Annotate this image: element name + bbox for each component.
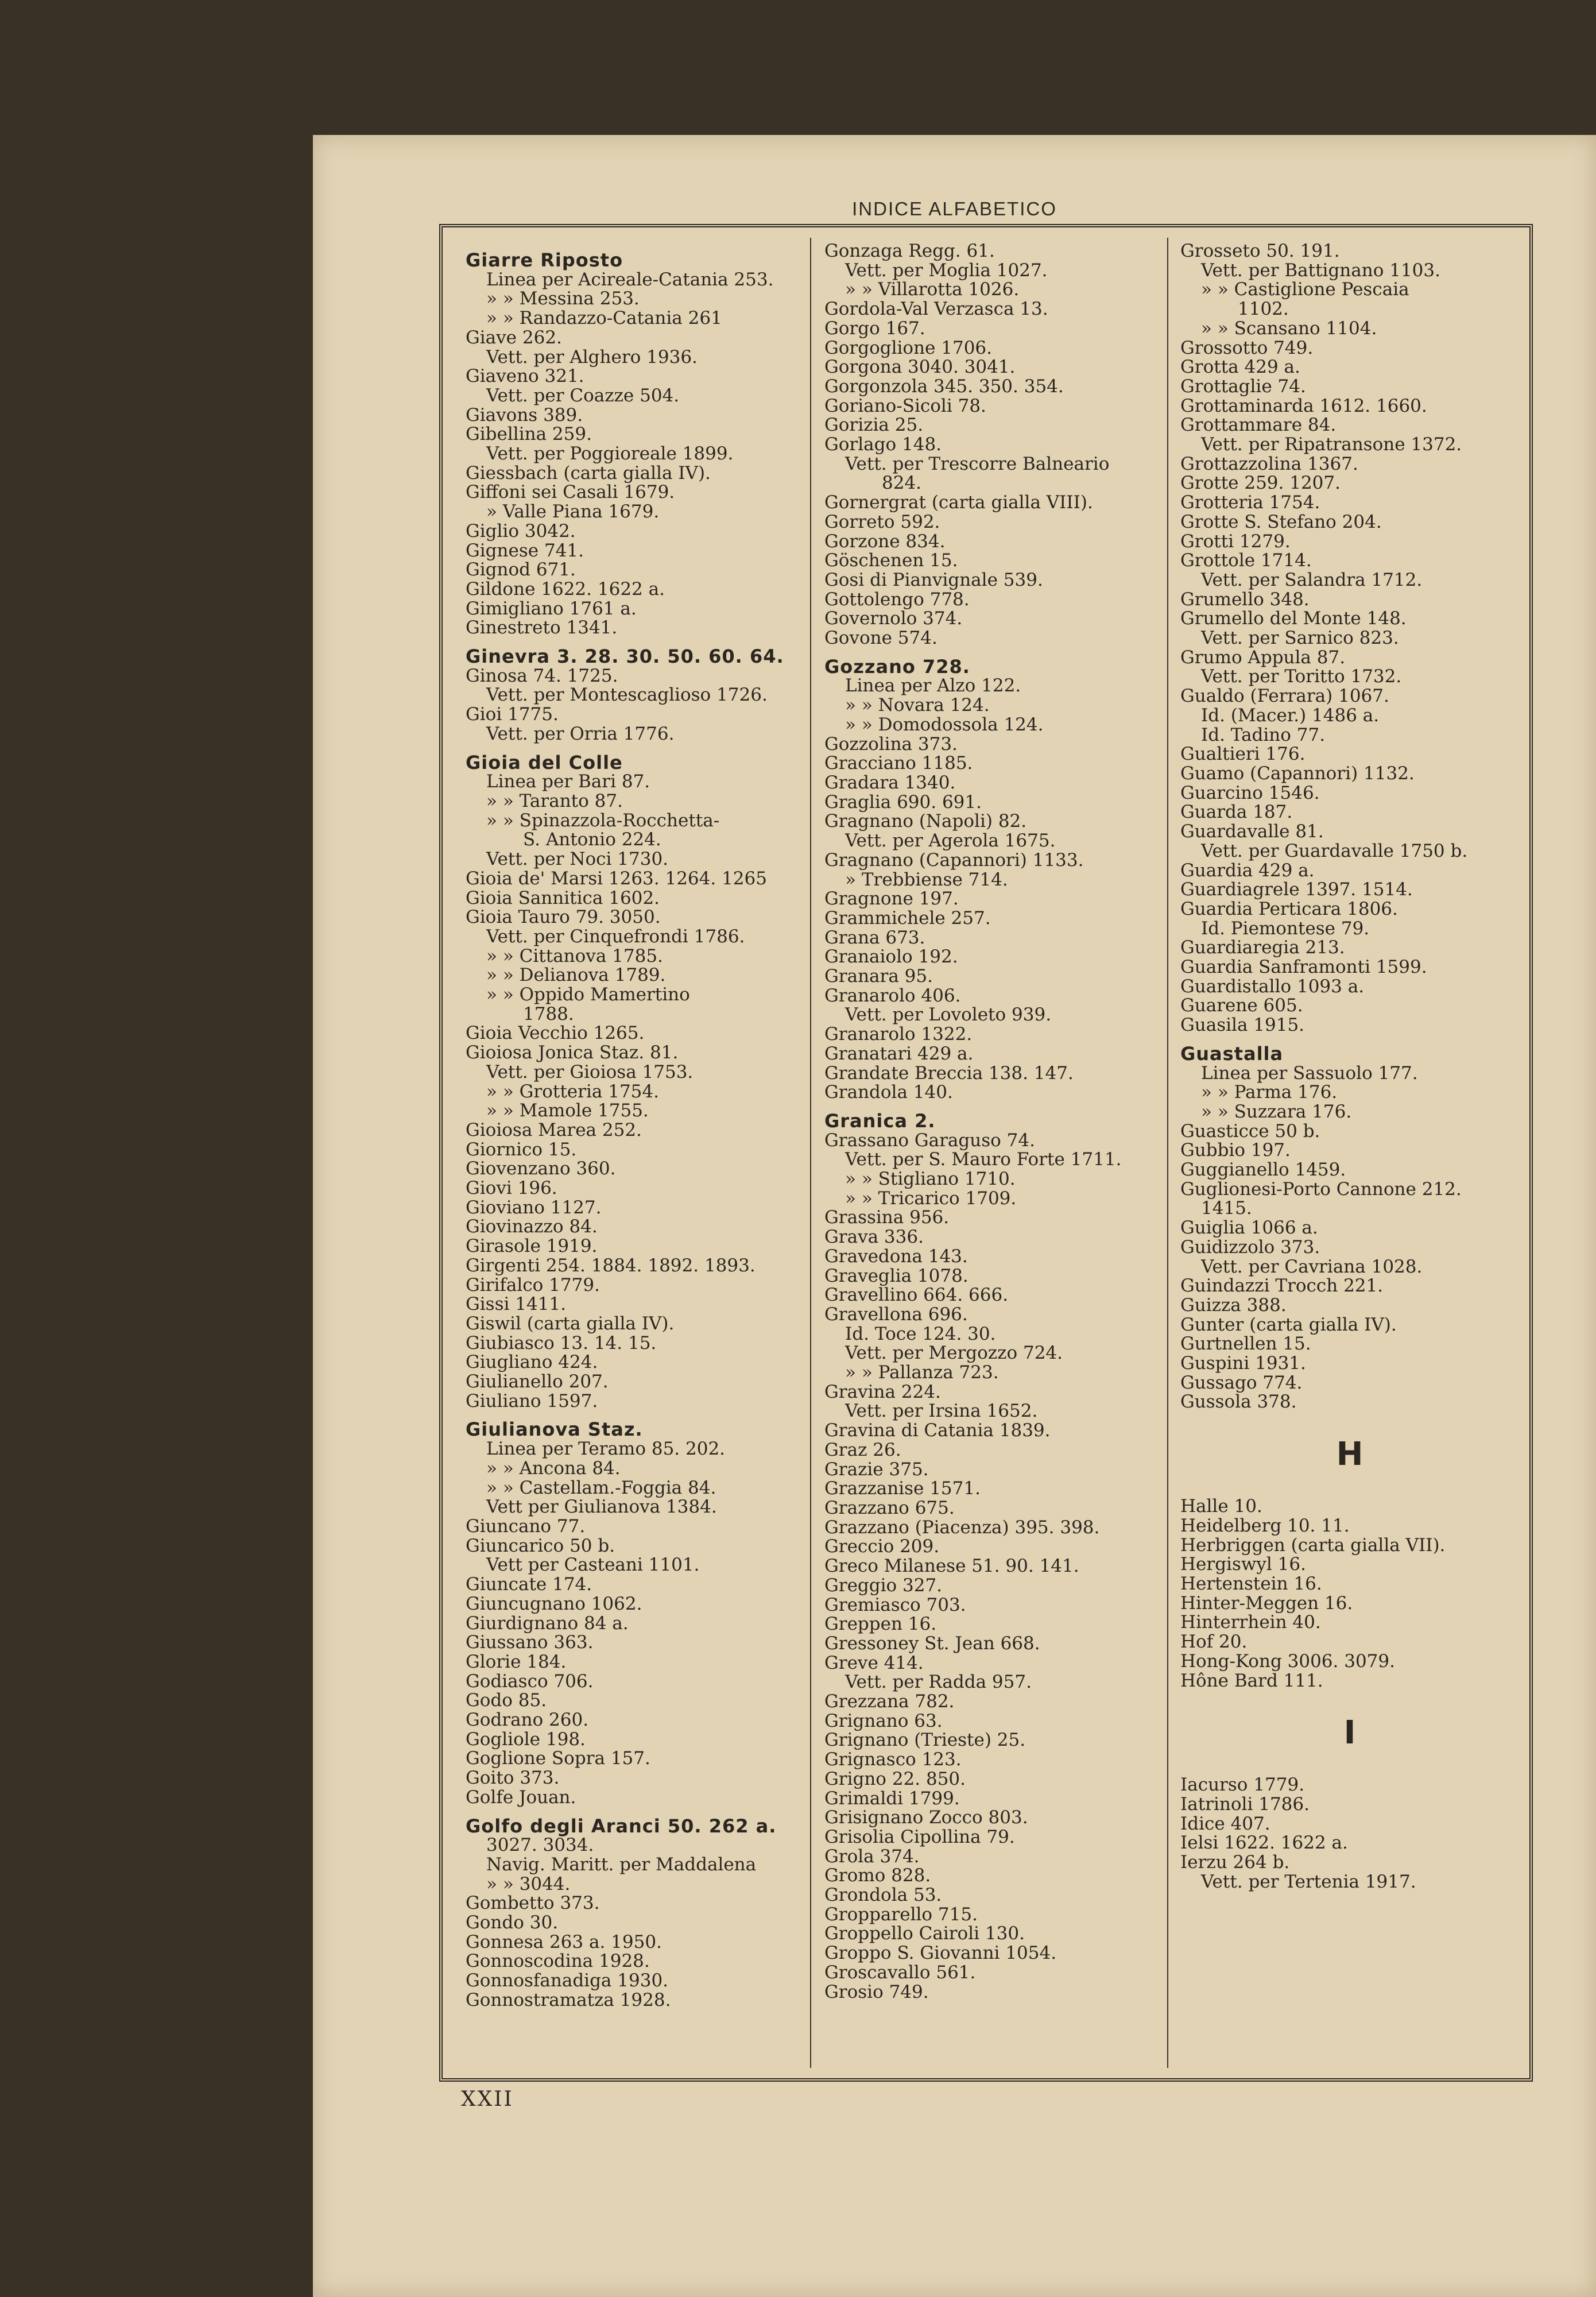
index-entry: Giglio 3042. bbox=[466, 520, 576, 542]
index-entry: Giurdignano 84 a. bbox=[466, 1612, 629, 1634]
index-entry: Linea per Sassuolo 177. bbox=[1201, 1062, 1418, 1084]
index-entry: Gignod 671. bbox=[466, 559, 576, 581]
index-entry: 1415. bbox=[1201, 1198, 1252, 1219]
index-entry: Govone 574. bbox=[824, 628, 938, 649]
index-entry: Gissi 1411. bbox=[466, 1294, 567, 1315]
index-entry: Greppen 16. bbox=[824, 1614, 937, 1635]
index-entry: Gressoney St. Jean 668. bbox=[824, 1633, 1040, 1654]
index-entry: Grezzana 782. bbox=[824, 1691, 955, 1712]
index-heading: Guastalla bbox=[1180, 1042, 1284, 1065]
index-entry: Id. Tadino 77. bbox=[1201, 724, 1326, 745]
index-entry: Linea per Acireale-Catania 253. bbox=[486, 269, 774, 290]
index-entry: Giavons 389. bbox=[466, 404, 583, 426]
index-entry: Vett. per Ripatransone 1372. bbox=[1201, 434, 1462, 455]
index-entry: Gondo 30. bbox=[466, 1912, 559, 1933]
index-entry: Ielsi 1622. 1622 a. bbox=[1180, 1832, 1348, 1854]
index-entry: Grigno 22. 850. bbox=[824, 1768, 966, 1789]
index-entry: Grazzano (Piacenza) 395. 398. bbox=[824, 1517, 1100, 1538]
index-entry: Gioia Sannitica 1602. bbox=[466, 887, 660, 908]
index-entry: Giovinazzo 84. bbox=[466, 1216, 598, 1238]
index-entry: Gignese 741. bbox=[466, 540, 584, 561]
column-divider bbox=[810, 238, 811, 2068]
index-entry: Groscavallo 561. bbox=[824, 1962, 976, 1983]
index-entry: » » Tricarico 1709. bbox=[845, 1188, 1017, 1209]
index-entry: Guasticce 50 b. bbox=[1180, 1120, 1320, 1142]
index-entry: Guarene 605. bbox=[1180, 995, 1303, 1016]
index-entry: Göschenen 15. bbox=[824, 550, 958, 571]
index-entry: Gioiosa Marea 252. bbox=[466, 1119, 642, 1140]
index-entry: Hinter-Meggen 16. bbox=[1180, 1592, 1353, 1614]
index-entry: Vett. per Alghero 1936. bbox=[486, 346, 698, 368]
index-entry: Vett. per Mergozzo 724. bbox=[845, 1343, 1063, 1364]
index-entry: » » Novara 124. bbox=[845, 695, 990, 716]
index-entry: Greggio 327. bbox=[824, 1575, 943, 1596]
index-entry: Vett. per Orria 1776. bbox=[486, 723, 675, 744]
index-entry: » » Villarotta 1026. bbox=[845, 279, 1020, 300]
index-entry: Gremiasco 703. bbox=[824, 1594, 966, 1615]
index-entry: Heidelberg 10. 11. bbox=[1180, 1515, 1350, 1536]
index-entry: Giovi 196. bbox=[466, 1178, 557, 1199]
index-entry: Godo 85. bbox=[466, 1690, 547, 1711]
index-entry: Vett. per Irsina 1652. bbox=[845, 1401, 1038, 1422]
index-entry: Vett. per Gioiosa 1753. bbox=[486, 1061, 694, 1082]
index-entry: Grassano Garaguso 74. bbox=[824, 1130, 1035, 1151]
index-entry: Gonnesa 263 a. 1950. bbox=[466, 1931, 662, 1952]
index-entry: Guiglia 1066 a. bbox=[1180, 1217, 1318, 1239]
index-entry: Girgenti 254. 1884. 1892. 1893. bbox=[466, 1255, 756, 1276]
index-entry: Guidizzolo 373. bbox=[1180, 1236, 1320, 1258]
index-entry: Id. Piemontese 79. bbox=[1201, 918, 1370, 939]
index-entry: Giubiasco 13. 14. 15. bbox=[466, 1332, 657, 1354]
index-entry: Gorzone 834. bbox=[824, 531, 946, 552]
index-entry: Gorgonzola 345. 350. 354. bbox=[824, 376, 1064, 397]
index-entry: Hong-Kong 3006. 3079. bbox=[1180, 1650, 1395, 1672]
index-entry: Giaveno 321. bbox=[466, 366, 584, 387]
index-entry: Giovenzano 360. bbox=[466, 1158, 616, 1180]
index-entry: Greco Milanese 51. 90. 141. bbox=[824, 1556, 1079, 1577]
index-entry: Gussola 378. bbox=[1180, 1391, 1297, 1413]
index-entry: Giessbach (carta gialla IV). bbox=[466, 462, 711, 484]
index-entry: Gonnoscodina 1928. bbox=[466, 1951, 650, 1972]
index-heading: Ginevra 3. 28. 30. 50. 60. 64. bbox=[466, 645, 784, 668]
index-entry: Vett. per Cinquefrondi 1786. bbox=[486, 926, 745, 947]
index-entry: Vett per Giulianova 1384. bbox=[486, 1496, 717, 1518]
index-entry: Grammichele 257. bbox=[824, 907, 991, 929]
index-entry: » » Grotteria 1754. bbox=[486, 1081, 659, 1102]
index-entry: Vett. per Tertenia 1917. bbox=[1201, 1871, 1416, 1892]
index-entry: Vett. per Guardavalle 1750 b. bbox=[1201, 840, 1468, 861]
index-entry: Guardiagrele 1397. 1514. bbox=[1180, 879, 1413, 900]
index-entry: Grazzano 675. bbox=[824, 1498, 955, 1518]
index-entry: Giornico 15. bbox=[466, 1139, 577, 1160]
index-entry: Guamo (Capannori) 1132. bbox=[1180, 763, 1415, 784]
index-entry: 824. bbox=[882, 473, 922, 494]
index-entry: Gordola-Val Verzasca 13. bbox=[824, 299, 1048, 320]
index-entry: Groppo S. Giovanni 1054. bbox=[824, 1943, 1057, 1964]
index-page bbox=[313, 135, 1596, 2297]
index-entry: Vett. per Moglia 1027. bbox=[845, 260, 1048, 281]
index-entry: Guarda 187. bbox=[1180, 802, 1293, 823]
index-entry: Graglia 690. 691. bbox=[824, 791, 982, 813]
index-entry: Giswil (carta gialla IV). bbox=[466, 1313, 675, 1334]
index-entry: Gibellina 259. bbox=[466, 424, 592, 445]
index-entry: Goito 373. bbox=[466, 1768, 560, 1789]
index-entry: Governolo 374. bbox=[824, 608, 963, 629]
index-entry: Grassina 956. bbox=[824, 1207, 950, 1228]
index-entry: Grotte 259. 1207. bbox=[1180, 473, 1341, 494]
index-entry: Grottammare 84. bbox=[1180, 415, 1337, 436]
index-entry: Gonnostramatza 1928. bbox=[466, 1989, 671, 2010]
index-entry: Guglionesi-Porto Cannone 212. bbox=[1180, 1178, 1462, 1200]
index-entry: Vett. per Agerola 1675. bbox=[845, 830, 1056, 852]
index-entry: Gioia Vecchio 1265. bbox=[466, 1023, 645, 1044]
index-entry: » » Taranto 87. bbox=[486, 790, 623, 811]
index-heading: Golfo degli Aranci 50. 262 a. bbox=[466, 1815, 777, 1837]
index-entry: Gravellino 664. 666. bbox=[824, 1285, 1009, 1306]
index-entry: Gragnone 197. bbox=[824, 888, 959, 910]
index-entry: Guardavalle 81. bbox=[1180, 821, 1324, 842]
index-entry: Gorlago 148. bbox=[824, 434, 942, 455]
index-entry: Grondola 53. bbox=[824, 1885, 942, 1906]
index-entry: Gragnano (Napoli) 82. bbox=[824, 811, 1027, 832]
index-column-3 bbox=[1180, 242, 1519, 2067]
index-entry: Grimaldi 1799. bbox=[824, 1788, 960, 1809]
index-entry: Grumello del Monte 148. bbox=[1180, 608, 1407, 629]
index-entry: Grotta 429 a. bbox=[1180, 357, 1300, 378]
index-entry: Gombetto 373. bbox=[466, 1893, 600, 1914]
index-entry: Vett. per Trescorre Balneario bbox=[845, 453, 1110, 474]
index-entry: Guasila 1915. bbox=[1180, 1015, 1305, 1036]
index-entry: Gogliole 198. bbox=[466, 1728, 586, 1750]
index-entry: » » Mamole 1755. bbox=[486, 1100, 649, 1122]
index-entry: Gurtnellen 15. bbox=[1180, 1333, 1311, 1355]
index-entry: Gozzolina 373. bbox=[824, 733, 958, 755]
index-entry: Gravellona 696. bbox=[824, 1304, 968, 1325]
index-entry: » » Domodossola 124. bbox=[845, 714, 1044, 735]
index-heading: Gioia del Colle bbox=[466, 751, 623, 774]
index-entry: Iatrinoli 1786. bbox=[1180, 1793, 1310, 1815]
index-entry: Granara 95. bbox=[824, 966, 933, 987]
index-entry: Vett. per Toritto 1732. bbox=[1201, 666, 1402, 687]
index-entry: Giffoni sei Casali 1679. bbox=[466, 482, 675, 503]
index-entry: Golfe Jouan. bbox=[466, 1786, 576, 1808]
index-entry: Godiasco 706. bbox=[466, 1670, 594, 1692]
index-entry: Guardia Sanframonti 1599. bbox=[1180, 957, 1427, 978]
index-entry: Grola 374. bbox=[824, 1846, 920, 1867]
index-entry: Guarcino 1546. bbox=[1180, 782, 1320, 803]
index-entry: Ginosa 74. 1725. bbox=[466, 665, 618, 686]
index-entry: Grottaminarda 1612. 1660. bbox=[1180, 395, 1427, 416]
index-entry: Grosio 749. bbox=[824, 1981, 929, 2002]
index-entry: Vett. per Poggioreale 1899. bbox=[486, 443, 734, 465]
index-entry: Giulianello 207. bbox=[466, 1371, 609, 1393]
index-entry: Groppello Cairoli 130. bbox=[824, 1923, 1025, 1944]
index-entry: Granatari 429 a. bbox=[824, 1043, 974, 1064]
index-entry: Giuncarico 50 b. bbox=[466, 1535, 615, 1556]
index-entry: Grottazzolina 1367. bbox=[1180, 453, 1358, 474]
index-entry: Gussago 774. bbox=[1180, 1372, 1303, 1393]
index-entry: Grandate Breccia 138. 147. bbox=[824, 1062, 1074, 1084]
index-entry: Girifalco 1779. bbox=[466, 1274, 600, 1296]
index-entry: Gioia de' Marsi 1263. 1264. 1265 bbox=[466, 868, 767, 889]
index-entry: Vett. per Montescaglioso 1726. bbox=[486, 685, 768, 706]
index-entry: Guardia 429 a. bbox=[1180, 860, 1315, 881]
index-entry: Vett. per Lovoleto 939. bbox=[845, 1004, 1052, 1026]
index-entry: Hertenstein 16. bbox=[1180, 1573, 1322, 1594]
index-entry: Hinterrhein 40. bbox=[1180, 1612, 1321, 1633]
index-entry: Glorie 184. bbox=[466, 1651, 567, 1672]
index-entry: Guardistallo 1093 a. bbox=[1180, 976, 1365, 997]
index-entry: » » Pallanza 723. bbox=[845, 1362, 999, 1383]
index-entry: Gorizia 25. bbox=[824, 415, 924, 436]
index-entry: Grumello 348. bbox=[1180, 589, 1310, 610]
index-entry: Gonnosfanadiga 1930. bbox=[466, 1970, 669, 1991]
index-entry: Grignano (Trieste) 25. bbox=[824, 1730, 1026, 1751]
index-entry: Vett. per Noci 1730. bbox=[486, 849, 669, 870]
index-entry: » » 3044. bbox=[486, 1873, 571, 1894]
index-entry: » » Spinazzola-Rocchetta- bbox=[486, 810, 720, 831]
index-entry: Grava 336. bbox=[824, 1227, 924, 1248]
page-number: XXII bbox=[461, 2087, 514, 2111]
index-entry: Gragnano (Capannori) 1133. bbox=[824, 849, 1084, 871]
index-entry: Gioviano 1127. bbox=[466, 1197, 602, 1218]
index-entry: Herbriggen (carta gialla VII). bbox=[1180, 1534, 1446, 1556]
index-entry: Grandola 140. bbox=[824, 1082, 953, 1103]
index-entry: Ginestreto 1341. bbox=[466, 617, 618, 639]
index-entry: Goriano-Sicoli 78. bbox=[824, 395, 986, 416]
index-entry: Gunter (carta gialla IV). bbox=[1180, 1314, 1397, 1335]
index-entry: Granaiolo 192. bbox=[824, 946, 958, 968]
section-letter: I bbox=[1343, 1714, 1356, 1752]
index-entry: Vett. per Cavriana 1028. bbox=[1201, 1256, 1423, 1277]
page-header: INDICE ALFABETICO bbox=[852, 198, 1057, 219]
index-entry: Grottaglie 74. bbox=[1180, 376, 1306, 397]
index-entry: Gravedona 143. bbox=[824, 1246, 968, 1267]
index-entry: Gioia Tauro 79. 3050. bbox=[466, 907, 661, 928]
index-entry: Graz 26. bbox=[824, 1439, 901, 1460]
index-column-1 bbox=[466, 242, 799, 2067]
index-entry: Grana 673. bbox=[824, 927, 925, 948]
index-entry: Girasole 1919. bbox=[466, 1236, 598, 1257]
index-entry: Giuncano 77. bbox=[466, 1516, 586, 1537]
index-entry: » » Castiglione Pescaia bbox=[1201, 279, 1409, 300]
index-entry: Id. (Macer.) 1486 a. bbox=[1201, 705, 1380, 726]
index-heading: Giarre Riposto bbox=[466, 249, 623, 271]
index-entry: Graveglia 1078. bbox=[824, 1265, 969, 1286]
index-entry: » » Suzzara 176. bbox=[1201, 1101, 1352, 1122]
spacer bbox=[1180, 1478, 1519, 1497]
section-letter: H bbox=[1336, 1436, 1363, 1474]
index-heading: Granica 2. bbox=[824, 1109, 936, 1132]
index-entry: Grumo Appula 87. bbox=[1180, 647, 1346, 668]
spacer bbox=[1180, 1412, 1519, 1432]
index-entry: » » Parma 176. bbox=[1201, 1082, 1338, 1103]
index-entry: Gottolengo 778. bbox=[824, 589, 970, 610]
index-entry: Grignano 63. bbox=[824, 1710, 943, 1731]
index-entry: Gioi 1775. bbox=[466, 704, 559, 725]
index-entry: Vett. per S. Mauro Forte 1711. bbox=[845, 1149, 1122, 1170]
index-entry: Vett. per Battignano 1103. bbox=[1201, 260, 1440, 281]
index-entry: Ierzu 264 b. bbox=[1180, 1852, 1290, 1873]
index-entry: Vett. per Sarnico 823. bbox=[1201, 628, 1399, 649]
index-entry: Giuncate 174. bbox=[466, 1574, 592, 1595]
index-entry: » » Delianova 1789. bbox=[486, 965, 666, 986]
index-entry: Grotte S. Stefano 204. bbox=[1180, 511, 1382, 532]
index-entry: » » Scansano 1104. bbox=[1201, 318, 1377, 339]
index-entry: 1788. bbox=[523, 1003, 574, 1024]
index-entry: 3027. 3034. bbox=[486, 1835, 594, 1856]
index-entry: Gualtieri 176. bbox=[1180, 744, 1306, 765]
index-entry: S. Antonio 224. bbox=[523, 829, 661, 850]
index-entry: » Trebbiense 714. bbox=[845, 869, 1008, 890]
index-entry: » » Stigliano 1710. bbox=[845, 1169, 1016, 1190]
index-entry: Gorgoglione 1706. bbox=[824, 337, 993, 358]
index-entry: Gorgo 167. bbox=[824, 318, 925, 339]
index-entry: Giuncugnano 1062. bbox=[466, 1593, 642, 1614]
index-entry: Gualdo (Ferrara) 1067. bbox=[1180, 686, 1389, 707]
index-entry: Grignasco 123. bbox=[824, 1749, 962, 1770]
index-entry: Guspini 1931. bbox=[1180, 1353, 1306, 1374]
index-entry: Giave 262. bbox=[466, 327, 562, 348]
index-entry: Guizza 388. bbox=[1180, 1294, 1287, 1316]
index-entry: » » Randazzo-Catania 261 bbox=[486, 308, 722, 329]
index-entry: Giuliano 1597. bbox=[466, 1390, 598, 1412]
index-entry: Gioiosa Jonica Staz. 81. bbox=[466, 1042, 679, 1064]
index-entry: Gorgona 3040. 3041. bbox=[824, 357, 1016, 378]
index-entry: Guardiaregia 213. bbox=[1180, 937, 1345, 958]
index-entry: Hof 20. bbox=[1180, 1631, 1248, 1653]
index-entry: Grisolia Cipollina 79. bbox=[824, 1826, 1015, 1847]
index-entry: Vett. per Coazze 504. bbox=[486, 385, 680, 406]
index-heading: Gozzano 728. bbox=[824, 655, 970, 678]
index-entry: Gorreto 592. bbox=[824, 511, 940, 532]
index-entry: Hergiswyl 16. bbox=[1180, 1554, 1306, 1575]
index-entry: Guggianello 1459. bbox=[1180, 1159, 1346, 1181]
index-entry: Gosi di Pianvignale 539. bbox=[824, 569, 1043, 590]
index-entry: Grazie 375. bbox=[824, 1459, 929, 1480]
spacer bbox=[1180, 1756, 1519, 1776]
index-column-2 bbox=[824, 242, 1157, 2067]
index-entry: Gradara 1340. bbox=[824, 772, 956, 793]
index-entry: Gornergrat (carta gialla VIII). bbox=[824, 492, 1093, 513]
index-entry: Guindazzi Trocch 221. bbox=[1180, 1275, 1384, 1297]
index-entry: Guardia Perticara 1806. bbox=[1180, 898, 1398, 919]
index-entry: Greccio 209. bbox=[824, 1536, 940, 1557]
index-entry: Id. Toce 124. 30. bbox=[845, 1323, 996, 1344]
index-entry: Iacurso 1779. bbox=[1180, 1774, 1305, 1796]
spacer bbox=[1180, 1691, 1519, 1710]
index-frame bbox=[439, 224, 1533, 2082]
index-entry: Gimigliano 1761 a. bbox=[466, 598, 637, 619]
index-entry: 1102. bbox=[1238, 299, 1289, 320]
index-entry: Vett per Casteani 1101. bbox=[486, 1554, 700, 1576]
index-entry: Gromo 828. bbox=[824, 1865, 931, 1886]
index-entry: Vett. per Salandra 1712. bbox=[1201, 569, 1423, 590]
index-entry: » » Cittanova 1785. bbox=[486, 945, 663, 966]
index-entry: Gildone 1622. 1622 a. bbox=[466, 578, 665, 600]
index-entry: Grisignano Zocco 803. bbox=[824, 1807, 1028, 1828]
index-entry: Linea per Alzo 122. bbox=[845, 675, 1021, 697]
index-entry: Hône Bard 111. bbox=[1180, 1670, 1323, 1691]
index-entry: Idice 407. bbox=[1180, 1813, 1270, 1834]
index-entry: Navig. Maritt. per Maddalena bbox=[486, 1854, 757, 1875]
index-entry: Granarolo 406. bbox=[824, 985, 961, 1006]
index-entry: Giugliano 424. bbox=[466, 1352, 598, 1373]
index-entry: Linea per Teramo 85. 202. bbox=[486, 1438, 726, 1460]
index-entry: Gracciano 1185. bbox=[824, 753, 973, 774]
index-entry: Gubbio 197. bbox=[1180, 1140, 1291, 1161]
index-entry: Grazzanise 1571. bbox=[824, 1478, 981, 1499]
index-entry: Halle 10. bbox=[1180, 1496, 1262, 1517]
index-entry: Giussano 363. bbox=[466, 1632, 594, 1653]
index-entry: Linea per Bari 87. bbox=[486, 771, 650, 792]
index-entry: Gravina di Catania 1839. bbox=[824, 1420, 1051, 1441]
index-entry: » Valle Piana 1679. bbox=[486, 501, 660, 523]
index-entry: Goglione Sopra 157. bbox=[466, 1748, 650, 1769]
index-entry: Grotti 1279. bbox=[1180, 531, 1291, 552]
index-entry: Gropparello 715. bbox=[824, 1904, 978, 1925]
index-entry: Grottole 1714. bbox=[1180, 550, 1312, 571]
index-entry: » » Oppido Mamertino bbox=[486, 984, 690, 1006]
index-entry: » » Castellam.-Foggia 84. bbox=[486, 1477, 716, 1498]
index-entry: Grosseto 50. 191. bbox=[1180, 241, 1340, 261]
index-entry: Grossotto 749. bbox=[1180, 337, 1314, 358]
index-entry: » » Ancona 84. bbox=[486, 1457, 621, 1479]
index-entry: Granarolo 1322. bbox=[824, 1024, 973, 1045]
index-entry: Godrano 260. bbox=[466, 1710, 589, 1731]
index-entry: Gravina 224. bbox=[824, 1381, 941, 1402]
column-divider bbox=[1167, 238, 1168, 2068]
index-entry: Vett. per Radda 957. bbox=[845, 1672, 1032, 1693]
index-entry: Grotteria 1754. bbox=[1180, 492, 1320, 513]
index-heading: Giulianova Staz. bbox=[466, 1418, 643, 1441]
index-entry: Gonzaga Regg. 61. bbox=[824, 241, 995, 261]
index-entry: » » Messina 253. bbox=[486, 288, 640, 310]
index-entry: Greve 414. bbox=[824, 1652, 924, 1673]
